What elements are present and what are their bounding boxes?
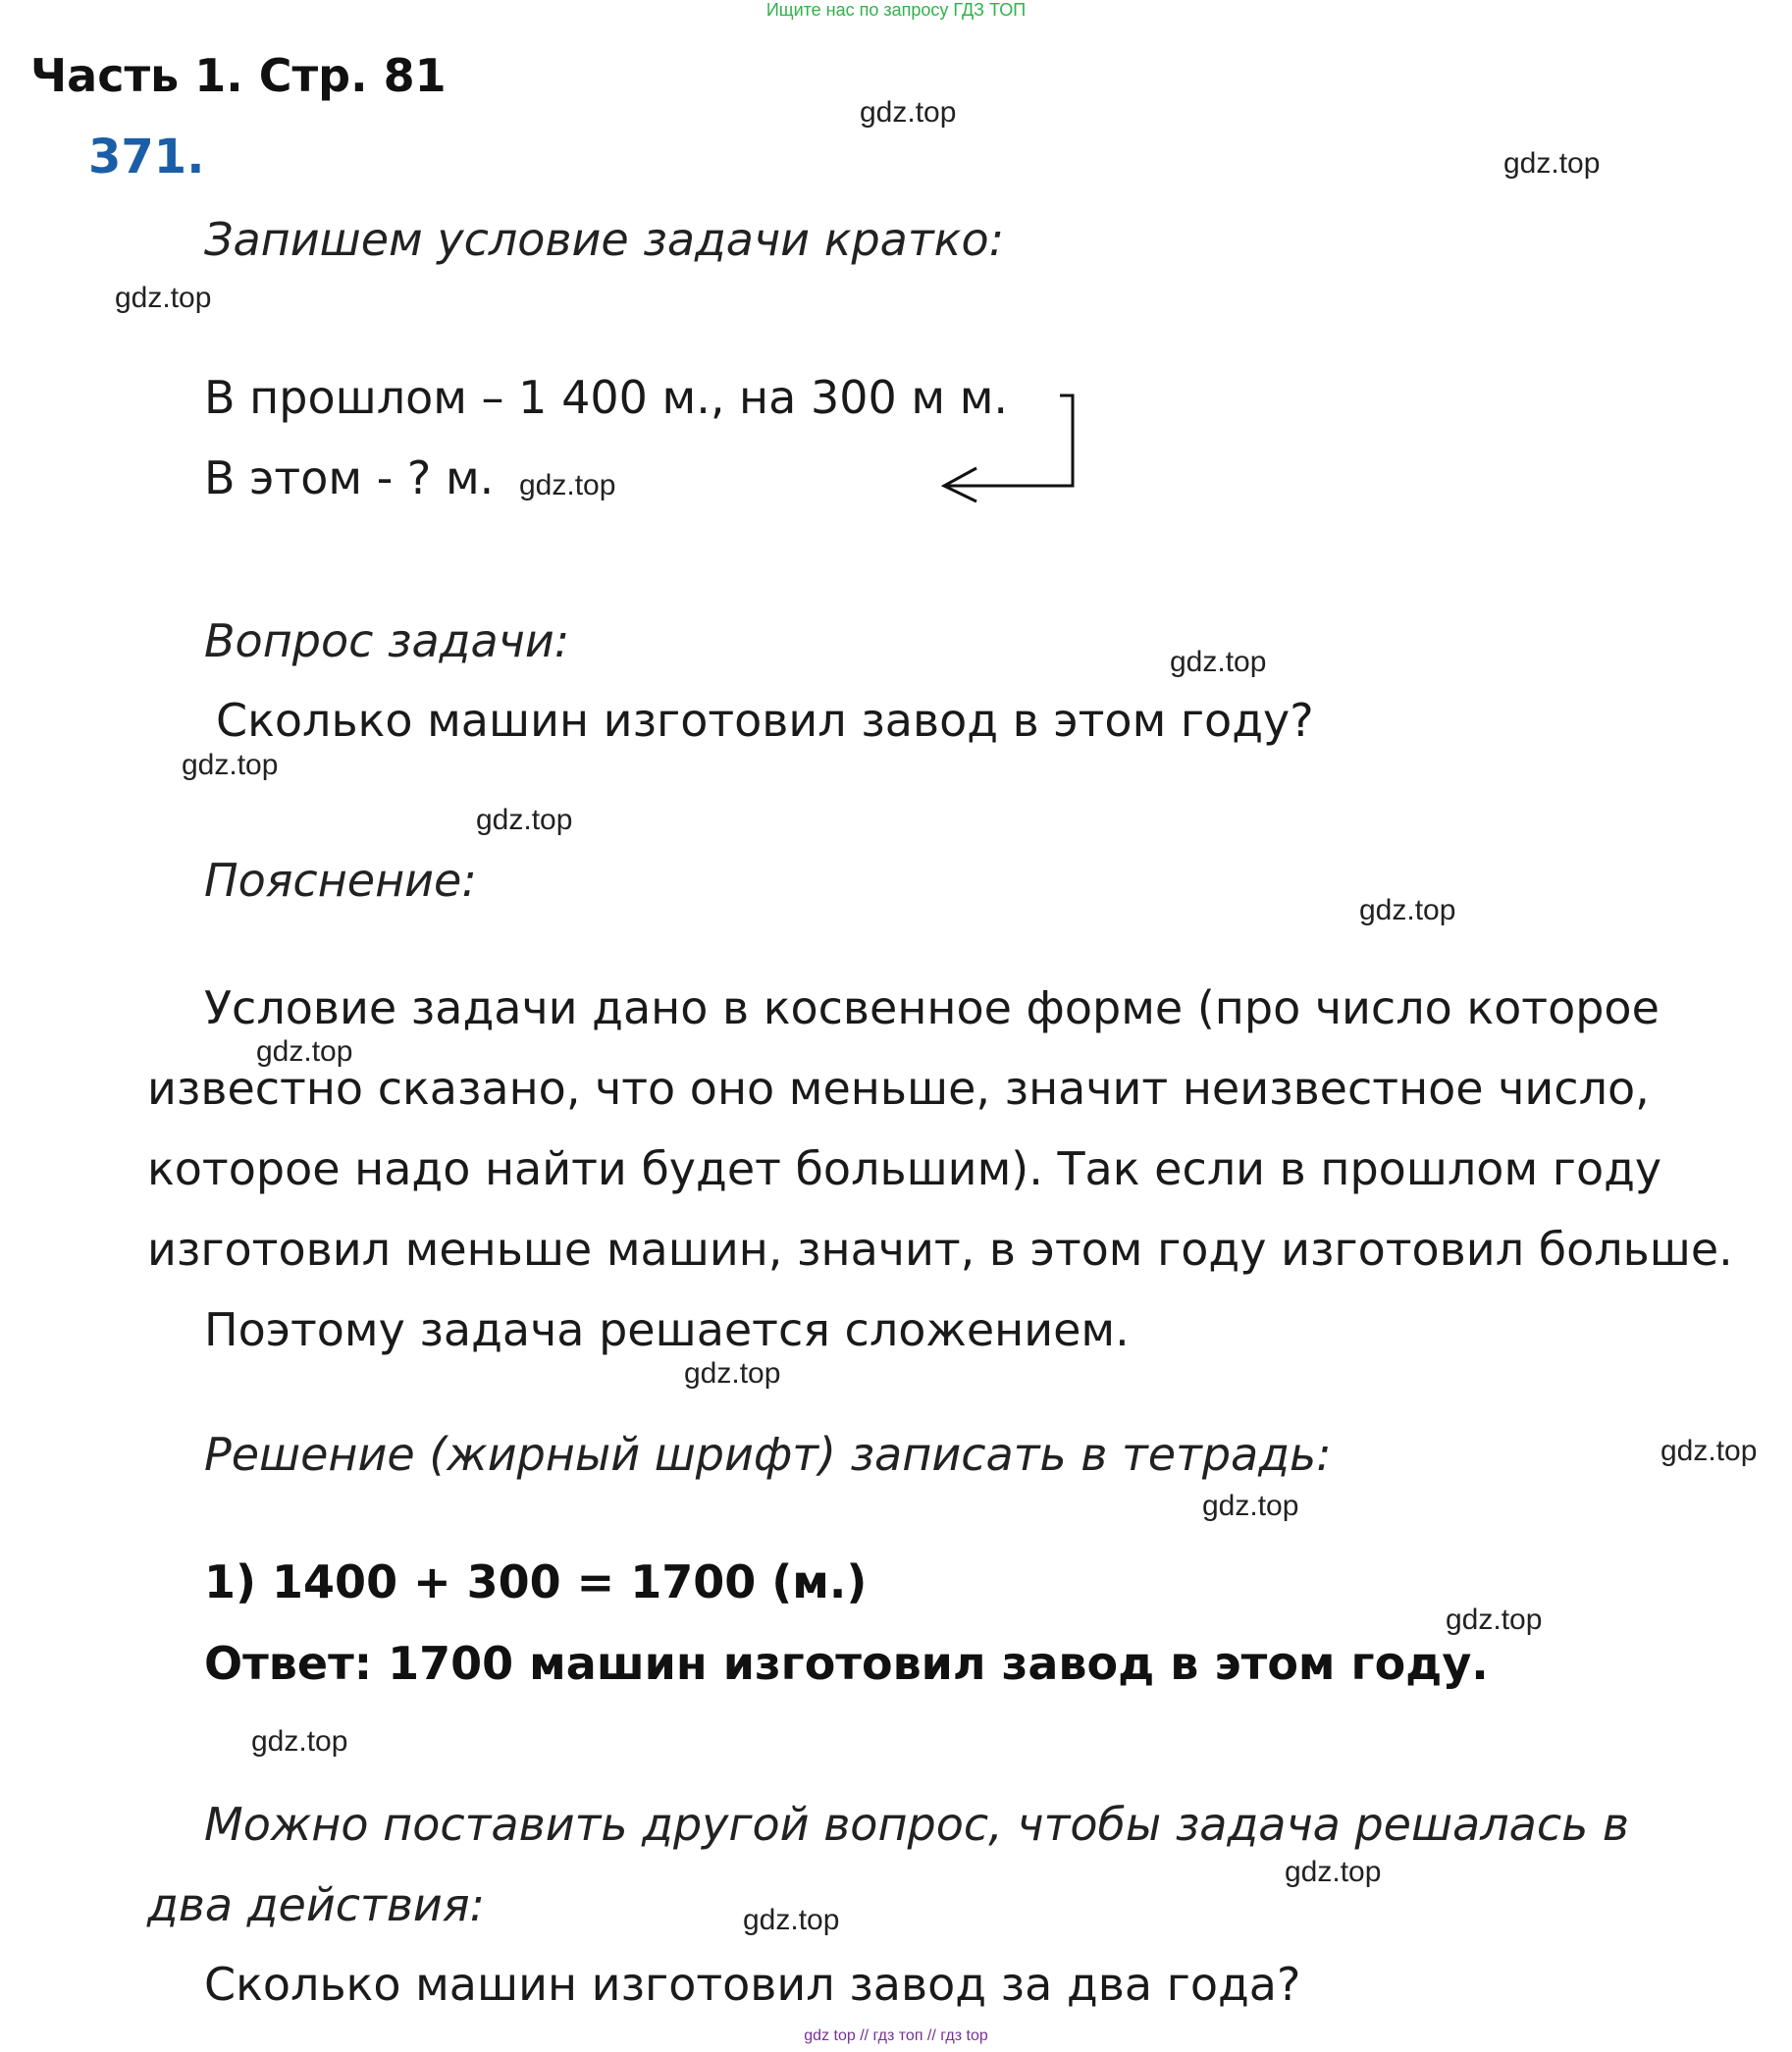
explanation-line: Поэтому задача решается сложением. [204,1303,1130,1356]
explanation-line: Условие задачи дано в косвенное форме (про число которое [204,981,1660,1034]
watermark: gdz.top [1503,147,1601,180]
alt-question-heading: Можно поставить другой вопрос, чтобы задача решалась в [204,1798,1629,1851]
condition-line-1: В прошлом – 1 400 м., на 300 м м. [204,371,1009,424]
watermark: gdz.top [743,1904,840,1936]
watermark: gdz.top [519,469,616,501]
solution-step: 1) 1400 + 300 = 1700 (м.) [204,1555,868,1608]
explanation-heading: Пояснение: [204,854,477,907]
watermark: gdz.top [860,96,957,129]
alt-question-heading: два действия: [147,1878,485,1931]
comparison-arrow-icon [932,388,1080,496]
answer-text: Ответ: 1700 машин изготовил завод в этом году. [204,1637,1489,1690]
section-title: Часть 1. Стр. 81 [30,49,447,102]
question-text: Сколько машин изготовил завод в этом году? [216,694,1314,747]
explanation-line: которое надо найти будет большим). Так если в прошлом году [147,1142,1662,1195]
watermark: gdz.top [1660,1435,1758,1467]
task-number: 371. [88,130,205,184]
explanation-line: известно сказано, что оно меньше, значит неизвестное число, [147,1062,1650,1115]
watermark: gdz.top [182,749,279,781]
condition-line-2: В этом - ? м. [204,451,495,504]
solution-heading: Решение (жирный шрифт) записать в тетрадь: [204,1428,1332,1481]
watermark: gdz.top [256,1035,353,1068]
short-condition-heading: Запишем условие задачи кратко: [204,213,1005,266]
alt-question-text: Сколько машин изготовил завод за два года? [204,1958,1301,2011]
watermark: gdz.top [684,1357,781,1390]
bottom-banner: gdz top // гдз топ // гдз top [804,2027,988,2044]
watermark: gdz.top [251,1725,348,1758]
watermark: gdz.top [1202,1490,1299,1522]
question-heading: Вопрос задачи: [204,614,570,667]
watermark: gdz.top [115,282,212,314]
watermark: gdz.top [1359,894,1456,926]
watermark: gdz.top [1446,1604,1543,1636]
explanation-line: изготовил меньше машин, значит, в этом году изготовил больше. [147,1223,1733,1276]
top-banner: Ищите нас по запросу ГДЗ ТОП [765,0,1027,20]
watermark: gdz.top [1285,1856,1382,1888]
watermark: gdz.top [476,804,573,836]
watermark: gdz.top [1170,646,1267,678]
